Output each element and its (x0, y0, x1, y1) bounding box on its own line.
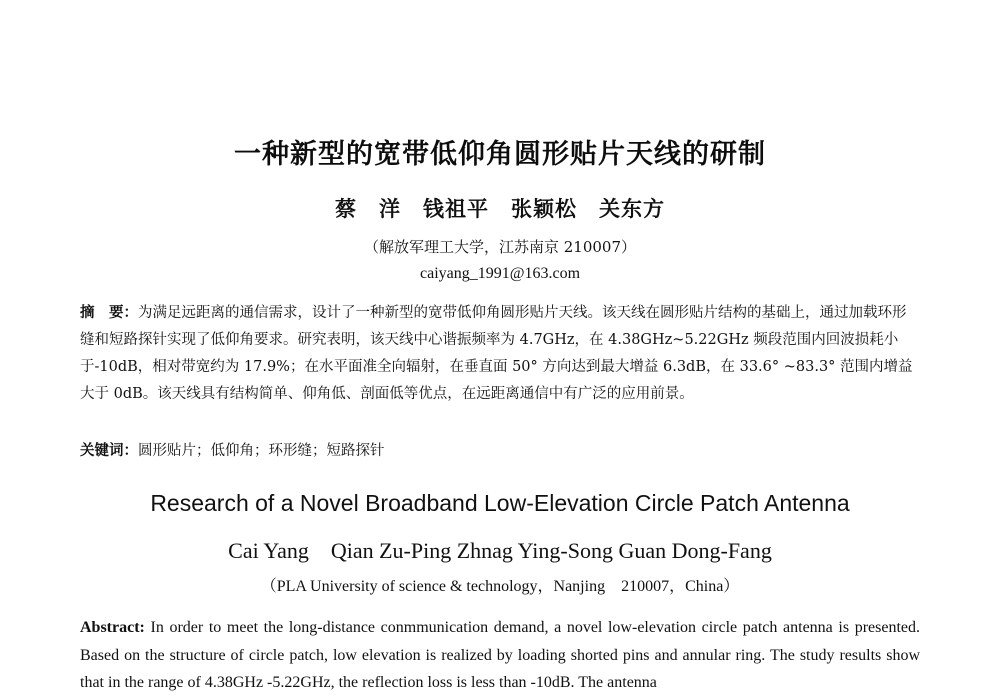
english-abstract-label: Abstract: (80, 619, 145, 636)
chinese-keywords-text: 圆形贴片；低仰角；环形缝；短路探针 (138, 443, 385, 459)
chinese-keywords-label: 关键词： (80, 443, 138, 459)
english-authors: Cai Yang Qian Zu-Ping Zhnag Ying-Song Guan Dong-Fang (228, 538, 772, 563)
chinese-title: 一种新型的宽带低仰角圆形贴片天线的研制 (234, 139, 766, 170)
chinese-authors: 蔡 洋 钱祖平 张颖松 关东方 (335, 196, 665, 221)
chinese-affiliation: （解放军理工大学，江苏南京 210007） (363, 238, 637, 256)
chinese-abstract (80, 300, 920, 408)
english-affiliation: （PLA University of science & technology，Nanjing 210007，China） (260, 578, 740, 595)
english-abstract-text: In order to meet the long-distance conmmunication demand, a novel low-elevation circle patch antenna is presented. Based on the structure of circle patch, low elevation is realized by loading shorted pins and annular ring. The study results show that in the range of 4.38GHz -5.22GHz, the reflection loss is less than -10dB. The antenna (80, 619, 920, 691)
author-email: caiyang_1991@163.com (419, 265, 581, 282)
english-title: Research of a Novel Broadband Low-Elevation Circle Patch Antenna (150, 490, 850, 516)
chinese-abstract-label: 摘 要： (80, 305, 138, 321)
chinese-abstract-text: 为满足远距离的通信需求，设计了一种新型的宽带低仰角圆形贴片天线。该天线在圆形贴片结构的基础上，通过加载环形缝和短路探针实现了低仰角要求。研究表明，该天线中心谐振频率为 4.7GHz，在 4.38GHz~5.22GHz 频段范围内回波损耗小于-10dB，相对带宽约为 17.9%；在水平面准全向辐射，在垂直面 50° 方向达到最大增益 6.3dB，在 33.6° ~83.3° 范围内增益大于 0dB。该天线具有结构简单、仰角低、剖面低等优点，在远距离通信中有广泛的应用前景。 (80, 305, 913, 402)
chinese-keywords (80, 440, 920, 462)
english-abstract (80, 614, 920, 697)
